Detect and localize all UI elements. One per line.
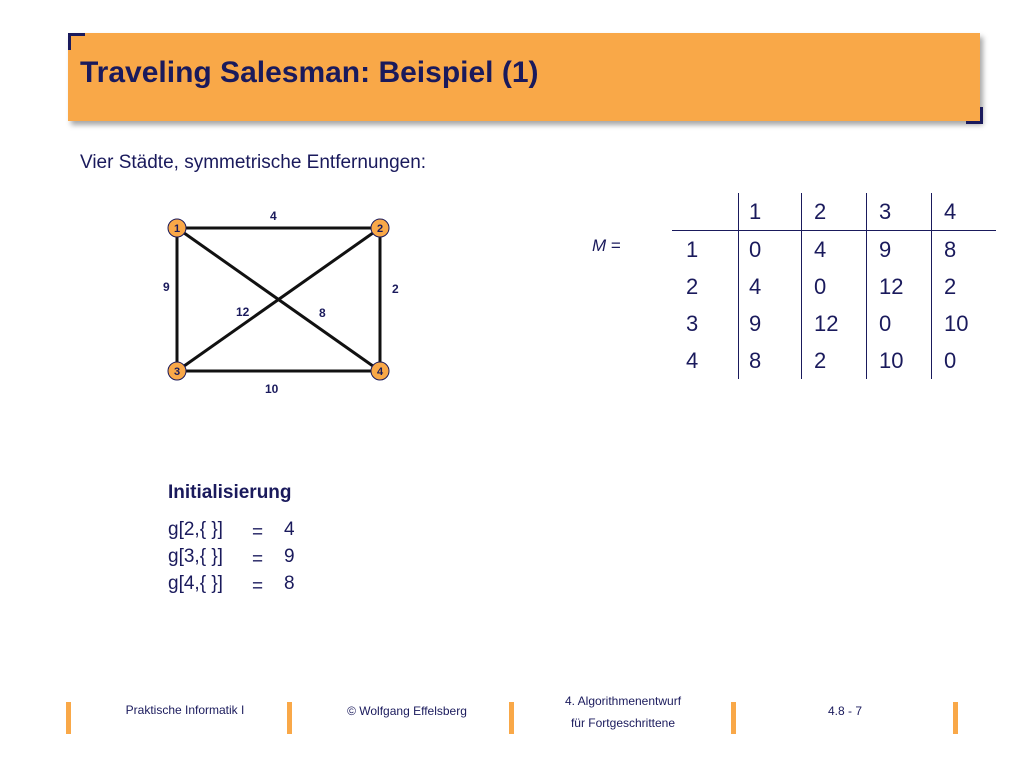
edge-weight-label: 8 — [319, 306, 326, 320]
footer-divider — [953, 702, 958, 734]
matrix-cell: 10 — [932, 305, 997, 342]
footer-page-number: 4.8 - 7 — [827, 704, 863, 718]
matrix-header-row — [672, 193, 996, 231]
matrix-cell: 9 — [739, 305, 802, 342]
footer-author: © Wolfgang Effelsberg — [347, 704, 467, 718]
matrix-col-header: 3 — [867, 193, 932, 231]
matrix-row-header: 3 — [686, 310, 699, 336]
matrix-cell: 12 — [867, 268, 932, 305]
matrix-cell: 4 — [802, 231, 867, 269]
graph-node-label: 2 — [376, 223, 384, 235]
edge-weight-label: 9 — [163, 280, 170, 294]
footer-divider — [509, 702, 514, 734]
matrix-col-header: 2 — [802, 193, 867, 231]
init-equals: = — [252, 576, 264, 597]
matrix-cell: 10 — [867, 342, 932, 379]
matrix-row — [672, 231, 996, 269]
footer-divider — [731, 702, 736, 734]
slide-subtitle: Vier Städte, symmetrische Entfernungen: — [80, 152, 427, 173]
init-equals: = — [252, 522, 264, 543]
graph-node-label: 3 — [173, 366, 181, 378]
matrix-col-header: 4 — [932, 193, 997, 231]
init-lhs: g[4,{ }] — [168, 573, 223, 594]
edge-weight-label: 2 — [392, 282, 399, 296]
graph-node — [371, 219, 389, 237]
matrix-cell: 2 — [802, 342, 867, 379]
matrix-row — [672, 305, 996, 342]
footer-course: Praktische Informatik I — [125, 703, 245, 717]
matrix-col-header: 1 — [739, 193, 802, 231]
matrix-corner-cell — [672, 193, 739, 231]
graph-node — [371, 362, 389, 380]
matrix-cell: 9 — [867, 231, 932, 269]
slide-title: Traveling Salesman: Beispiel (1) — [80, 56, 539, 89]
footer-divider — [287, 702, 292, 734]
matrix-cell: 0 — [802, 268, 867, 305]
graph-node — [168, 219, 186, 237]
matrix-cell: 4 — [739, 268, 802, 305]
footer-chapter-line1: 4. Algorithmenentwurf — [564, 694, 682, 708]
city-graph — [150, 200, 410, 400]
matrix-cell: 2 — [932, 268, 997, 305]
matrix-cell: 12 — [802, 305, 867, 342]
corner-mark-top-left — [68, 33, 85, 50]
matrix-row-header: 2 — [686, 273, 699, 299]
matrix-label — [592, 236, 621, 256]
footer-divider — [66, 702, 71, 734]
init-value: 8 — [284, 573, 295, 594]
matrix-row-header: 4 — [686, 347, 699, 373]
distance-matrix — [672, 193, 996, 379]
matrix-cell: 0 — [867, 305, 932, 342]
matrix-cell: 0 — [932, 342, 997, 379]
matrix-row — [672, 268, 996, 305]
init-lhs: g[2,{ }] — [168, 519, 223, 540]
matrix-cell: 0 — [739, 231, 802, 269]
init-title: Initialisierung — [168, 482, 292, 503]
matrix-name: M — [592, 236, 607, 255]
init-lhs: g[3,{ }] — [168, 546, 223, 567]
corner-mark-bottom-right — [966, 107, 983, 124]
edge-weight-label: 10 — [265, 382, 279, 396]
matrix-cell: 8 — [932, 231, 997, 269]
init-equals: = — [252, 549, 264, 570]
graph-node-label: 4 — [376, 366, 384, 378]
matrix-equals: = — [610, 236, 621, 255]
graph-node-label: 1 — [173, 223, 181, 235]
graph-node — [168, 362, 186, 380]
edge-weight-label: 12 — [236, 305, 250, 319]
matrix-row — [672, 342, 996, 379]
matrix-cell: 8 — [739, 342, 802, 379]
init-value: 4 — [284, 519, 295, 540]
init-value: 9 — [284, 546, 295, 567]
footer-chapter-line2: für Fortgeschrittene — [570, 716, 676, 730]
matrix-row-header: 1 — [686, 236, 699, 262]
edge-weight-label: 4 — [270, 209, 277, 223]
